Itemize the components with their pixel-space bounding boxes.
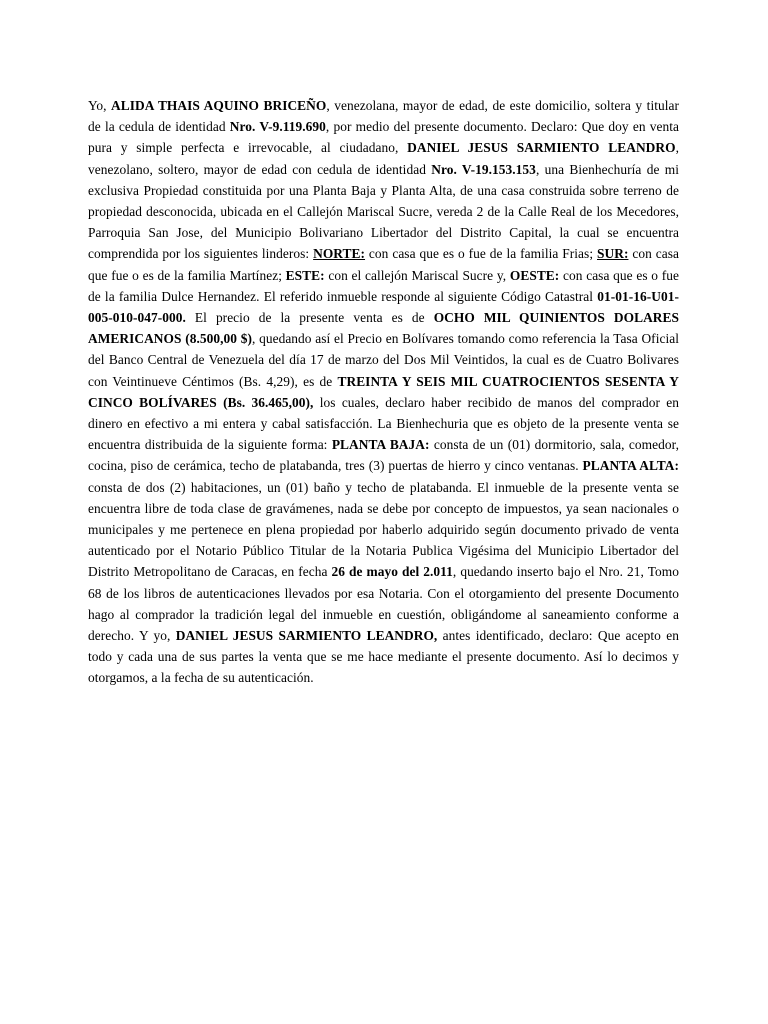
document-body-paragraph: [88, 95, 679, 689]
text-segment: consta de un (01) dormitorio, sala, comedor, cocina, piso de cerámica, techo de platabanda, tres (3) puertas de hierro y cinco ventanas.: [88, 437, 679, 474]
boundary-north-label-text: NORTE:: [313, 246, 366, 262]
text-segment: , quedando inserto bajo el Nro. 21, Tomo 68 de los libros de autenticaciones llevados por esa Notaria. Con el otorgamiento del presente Documento hago al comprador la tradición legal del inmueble en cuestión, obligándome al saneamiento conforme a derecho. Y yo,: [88, 564, 679, 644]
text-segment: , venezolana, mayor de edad, de este domicilio, soltera y titular de la cedula de identidad: [88, 98, 679, 135]
text-segment: con casa que es o fue de la familia Frias;: [365, 246, 597, 262]
text-segment: consta de dos (2) habitaciones, un (01) baño y techo de platabanda. El inmueble de la presente venta se encuentra libre de toda clase de gravámenes, nada se debe por concepto de impuestos, ya sean nacionales o municipales y me pertenece en plena propiedad por haberlo adquirido según documento privado de venta autenticado por el Notario Público Titular de la Notaria Publica Vigésima del Municipio Libertador del Distrito Metropolitano de Caracas, en fecha: [88, 479, 679, 580]
boundary-south-label: [597, 246, 628, 261]
authentication-date: 26 de mayo del 2.011: [331, 564, 453, 580]
text-segment: , por medio del presente documento. Declaro: Que doy en venta pura y simple perfecta e irrevocable, al ciudadano,: [88, 119, 680, 156]
text-segment: El precio de la presente venta es de: [185, 310, 434, 326]
price-bolivares: TREINTA Y SEIS MIL CUATROCIENTOS SESENTA Y CINCO BOLÍVARES (Bs. 36.465,00),: [88, 373, 680, 410]
text-segment: , una Bienhechuría de mi exclusiva Propiedad constituida por una Planta Baja y Planta Alta, de una casa construida sobre terreno de propiedad desconocida, ubicada en el Callejón Mariscal Sucre, vereda 2 de la Calle Real de los Mecedores, Parroquia San Jose, del Municipio Bolivariano Libertador del Distrito Capital, la cual se encuentra comprendida por los siguientes linderos:: [88, 161, 680, 262]
text-segment: , quedando así el Precio en Bolívares tomando como referencia la Tasa Oficial del Banco Central de Venezuela del día 17 de marzo del Dos Mil Veintidos, la cual es de Cuatro Bolivares con Veintinueve Céntimos (Bs. 4,29), es de: [88, 331, 679, 389]
text-segment: , venezolano, soltero, mayor de edad con cedula de identidad: [88, 140, 679, 177]
boundary-east-label: ESTE:: [285, 267, 325, 283]
text-segment: Yo,: [88, 98, 112, 113]
buyer-id-number: Nro. V-19.153.153: [431, 161, 536, 177]
text-segment: con casa que es o fue de la familia Dulce Hernandez. El referido inmueble responde al siguiente Código Catastral: [88, 267, 679, 304]
buyer-name: DANIEL JESUS SARMIENTO LEANDRO: [407, 140, 676, 156]
text-segment: antes identificado, declaro: Que acepto en todo y cada una de sus partes la venta que se me hace mediante el presente documento. Así lo decimos y otorgamos, a la fecha de su autenticación.: [88, 628, 679, 686]
seller-id-number: Nro. V-9.119.690: [229, 119, 326, 135]
boundary-west-label: OESTE:: [509, 267, 560, 283]
text-segment: con el callejón Mariscal Sucre y,: [324, 267, 510, 283]
text-segment: los cuales, declaro haber recibido de manos del comprador en dinero en efectivo a mi entera y cabal satisfacción. La Bienhechuria que es objeto de la presente venta se encuentra distribuida de la siguiente forma:: [88, 394, 679, 453]
upper-floor-label: PLANTA ALTA:: [582, 458, 679, 474]
text-segment: con casa que fue o es de la familia Martínez;: [88, 246, 679, 283]
boundary-south-label-text: SUR:: [597, 246, 629, 262]
ground-floor-label: PLANTA BAJA:: [331, 437, 430, 453]
boundary-north-label: [313, 246, 365, 261]
buyer-name-closing: DANIEL JESUS SARMIENTO LEANDRO,: [175, 628, 438, 644]
seller-name: ALIDA THAIS AQUINO BRICEÑO: [111, 98, 327, 113]
price-usd: OCHO MIL QUINIENTOS DOLARES AMERICANOS (8.500,00 $): [88, 310, 680, 347]
cadastral-code: 01-01-16-U01-005-010-047-000.: [88, 288, 679, 326]
